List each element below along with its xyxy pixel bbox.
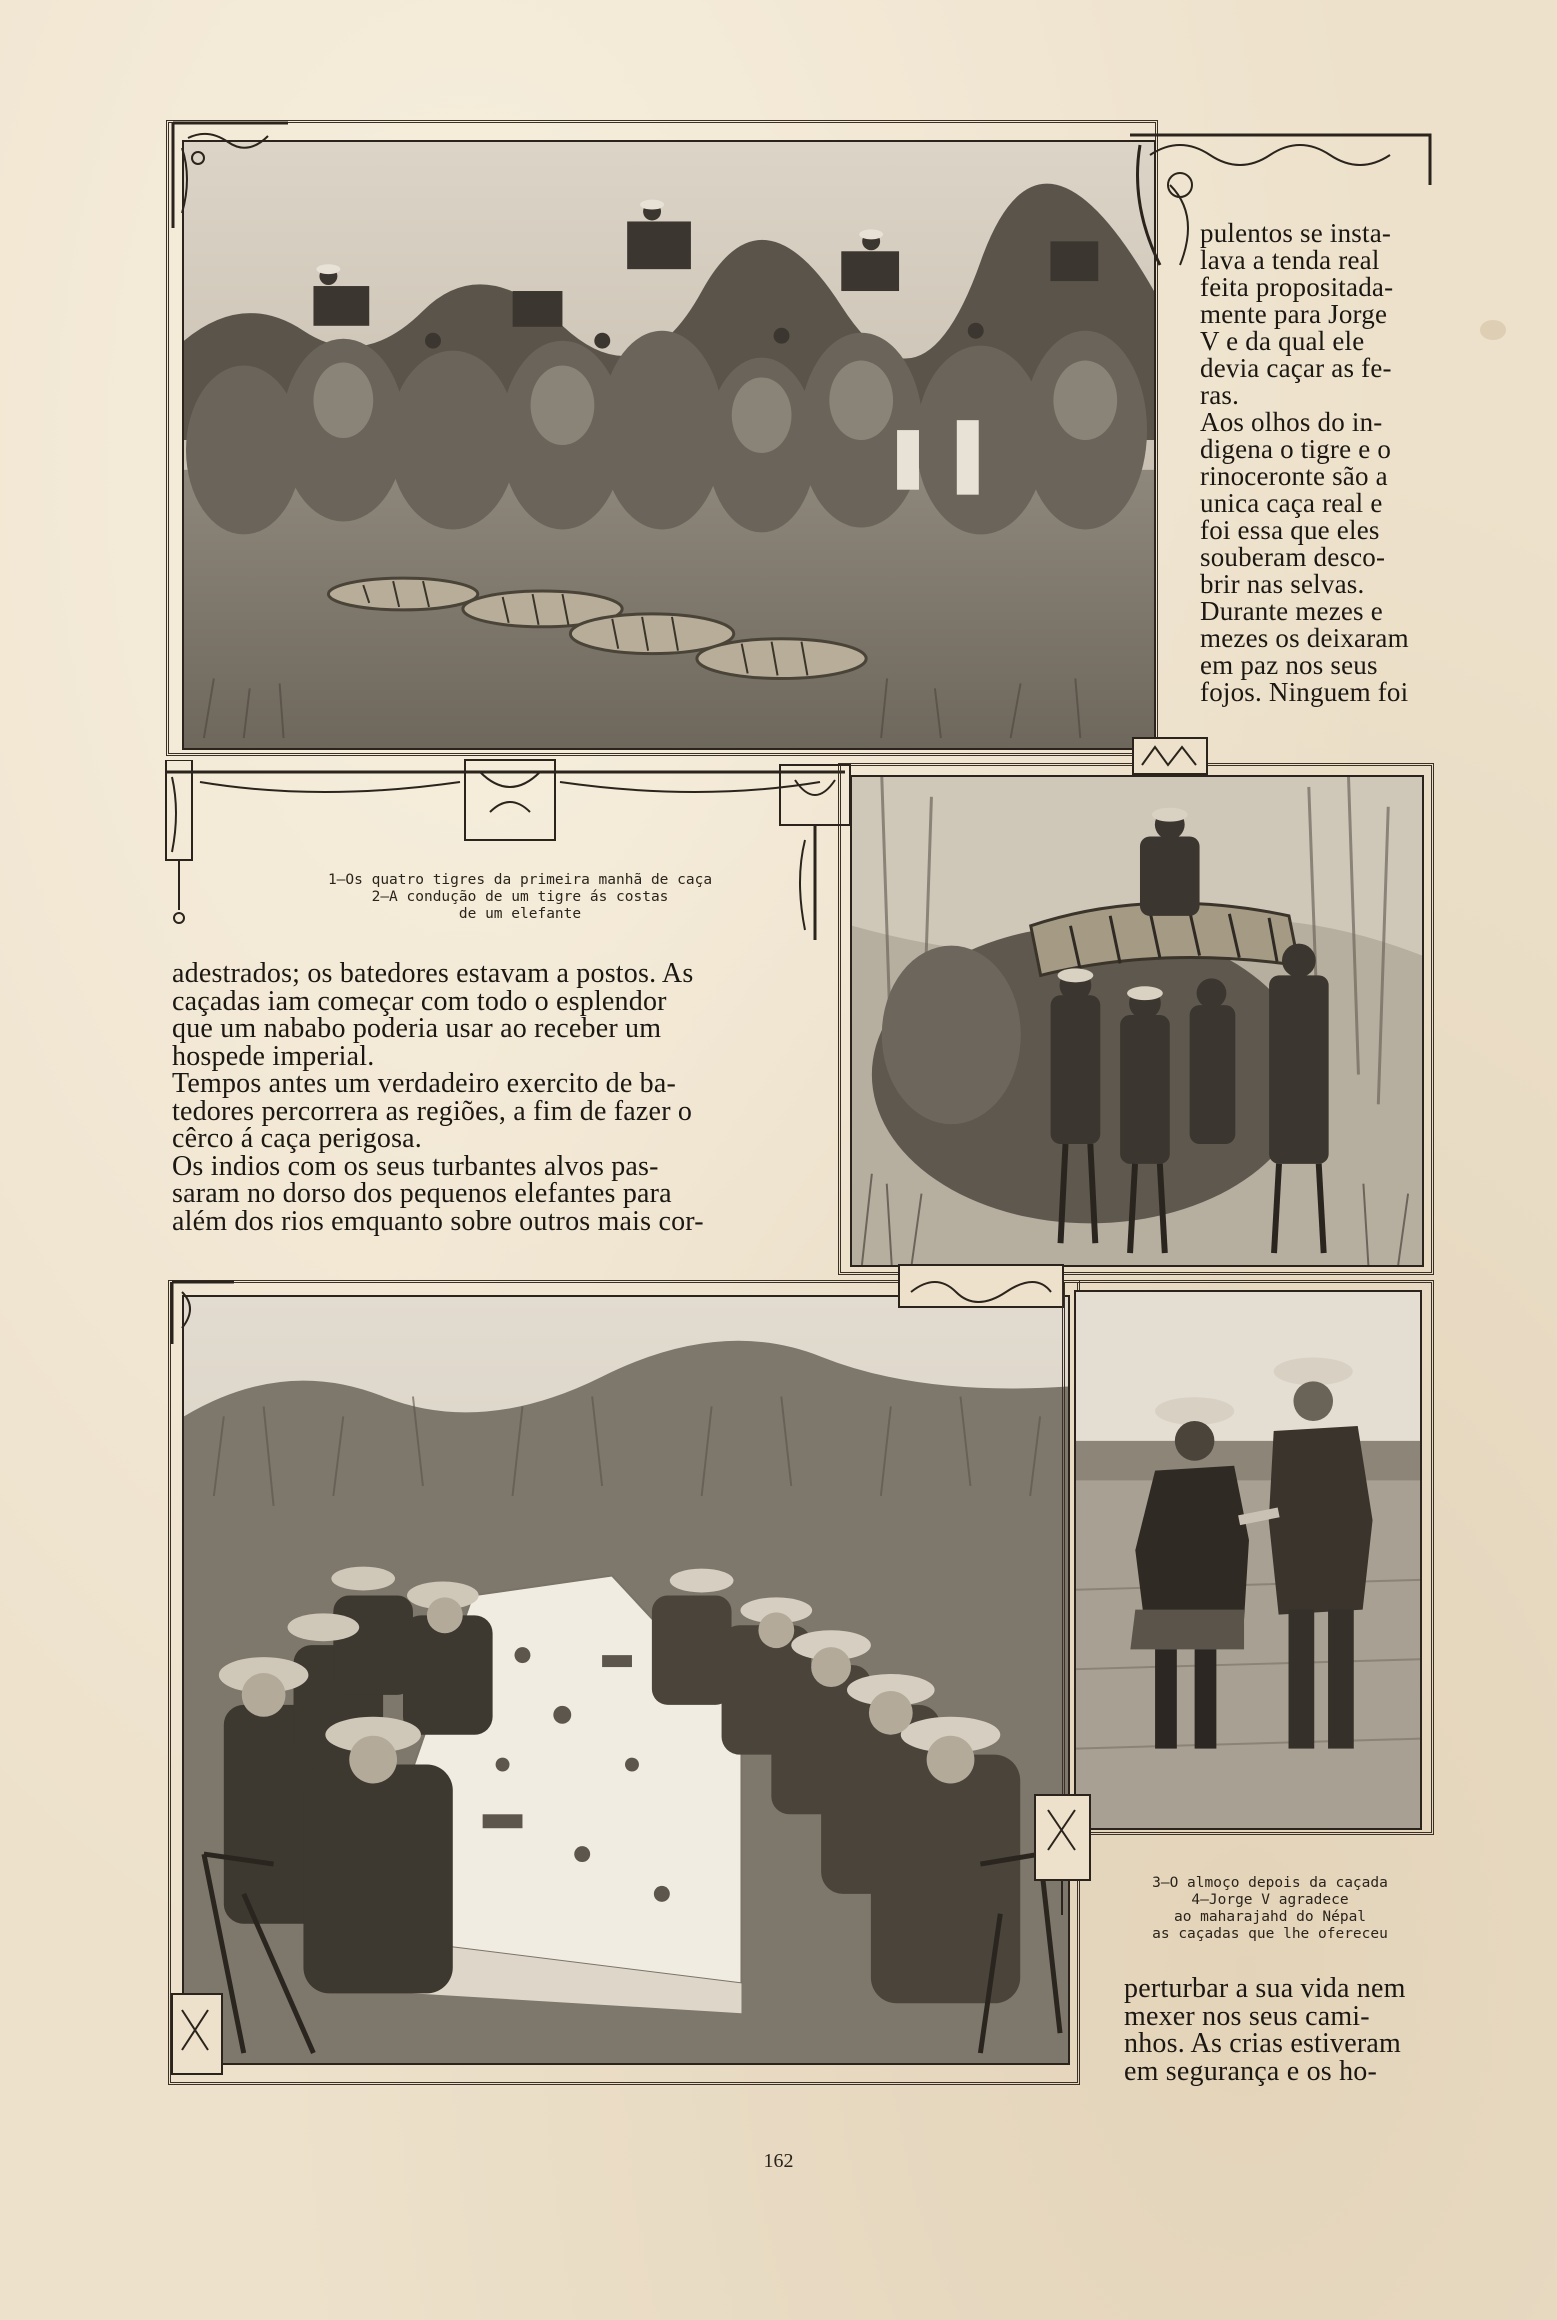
ornament-left-pendant (160, 760, 200, 930)
page-number: 162 (763, 2150, 794, 2172)
tiger-on-elephant-image (852, 777, 1422, 1265)
caption-line-4: as caçadas que lhe ofereceu (1152, 1926, 1388, 1942)
caption-photos-3-4 (1110, 1875, 1430, 1943)
tigers-elephants-image (184, 142, 1154, 748)
article-text-top-right: pulentos se insta- lava a tenda real feita propositada- mente para Jorge V e da qual ele devia caçar as fe- ras. Aos olhos do in- digena o tigre e o rinoceronte são a unica caça real e foi essa que eles souberam desco- brir nas selvas. Durante mezes e mezes os deixaram em paz nos seus fojos. Ninguem foi (1200, 218, 1409, 707)
article-text-bottom-right: perturbar a sua vida nem mexer nos seus cami- nhos. As crias estiveram em segurança e os ho- (1124, 1973, 1406, 2087)
photo-king-greets-maharajah (1074, 1290, 1422, 1830)
caption-photos-1-2 (230, 872, 810, 923)
ornament-divider-band (160, 752, 850, 862)
paper-stain (1480, 320, 1506, 340)
article-text-middle-left: adestrados; os batedores estavam a postos. As caçadas iam começar com todo o esplendor que um nababo poderia usar ao receber um hospede imperial. Tempos antes um verdadeiro exercito de ba- tedores percorrera as regiões, a fim de fazer o cêrco á caça perigosa. Os indios com os seus turbantes alvos pas- saram no dorso dos pequenos elefantes para além dos rios emquanto sobre outros mais cor- (172, 958, 704, 1237)
caption-line-3: ao maharajahd do Népal (1173, 1909, 1367, 1925)
caption-line-2: 4—Jorge V agradece (1191, 1892, 1349, 1908)
caption-line-2: 2—A condução de um tigre ás costas (371, 889, 669, 905)
caption-line-1: 3—O almoço depois da caçada (1152, 1875, 1388, 1891)
handshake-image (1076, 1292, 1420, 1828)
caption-line-1: 1—Os quatro tigres da primeira manhã de caça (327, 872, 713, 888)
photo-tiger-carried-on-elephant (850, 775, 1424, 1267)
photo-tigers-and-elephants (182, 140, 1156, 750)
photo-lunch-after-hunt (182, 1295, 1070, 2065)
lunch-image (184, 1297, 1068, 2063)
caption-line-3: de um elefante (458, 906, 582, 922)
